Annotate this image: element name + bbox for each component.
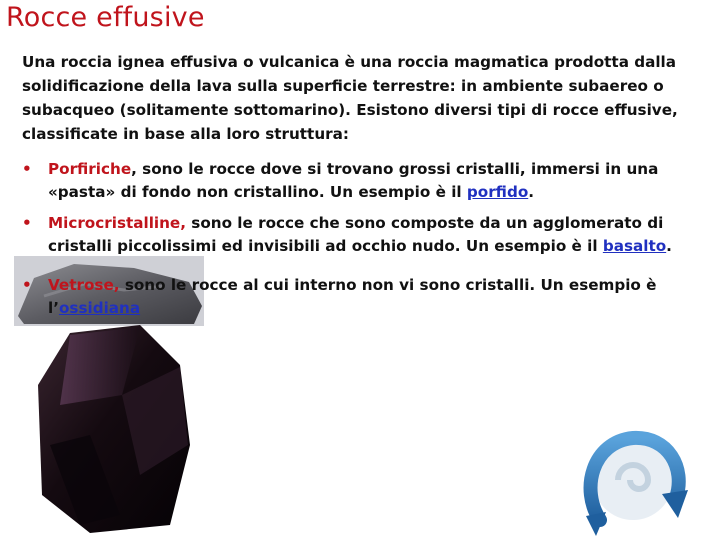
bullet-marker: • [22,214,32,232]
link-ossidiana[interactable]: ossidiana [58,299,141,317]
intro-paragraph: Una roccia ignea effusiva o vulcanica è una roccia magmatica prodotta dalla solidificazione della lava sulla superficie terrestre: in ambiente subaereo o subacqueo (solitamente sottomarino). Esistono diversi tipi di rocce effusive, classificate in base alla loro struttura: [22,53,678,143]
bullet-text: sono le rocce che sono composte da un agglomerato di cristalli piccolissimi ed invisibili ad occhio nudo. Un esempio è il [48,214,664,255]
link-porfido[interactable]: porfido [466,183,529,201]
bullet-end: . [528,183,535,201]
term-microcristalline: Microcristalline, [48,214,186,232]
bullet-text: sono le rocce al cui interno non vi sono cristalli. Un esempio è l’ [48,276,657,317]
bullet-marker: • [22,276,32,294]
bullet-text: , sono le rocce dove si trovano grossi cristalli, immersi in una «pasta» di fondo non cristallino. Un esempio è il [48,160,659,201]
term-porfiriche: Porfiriche [48,160,132,178]
rock-photo-obsidian [30,325,200,535]
slide-title: Rocce effusive [6,2,205,33]
bullet-end: . [666,237,672,255]
link-basalto[interactable]: basalto [602,237,667,255]
term-vetrose: Vetrose, [48,276,120,294]
bullet-marker: • [22,160,32,178]
curved-arrow-icon[interactable] [578,420,688,538]
